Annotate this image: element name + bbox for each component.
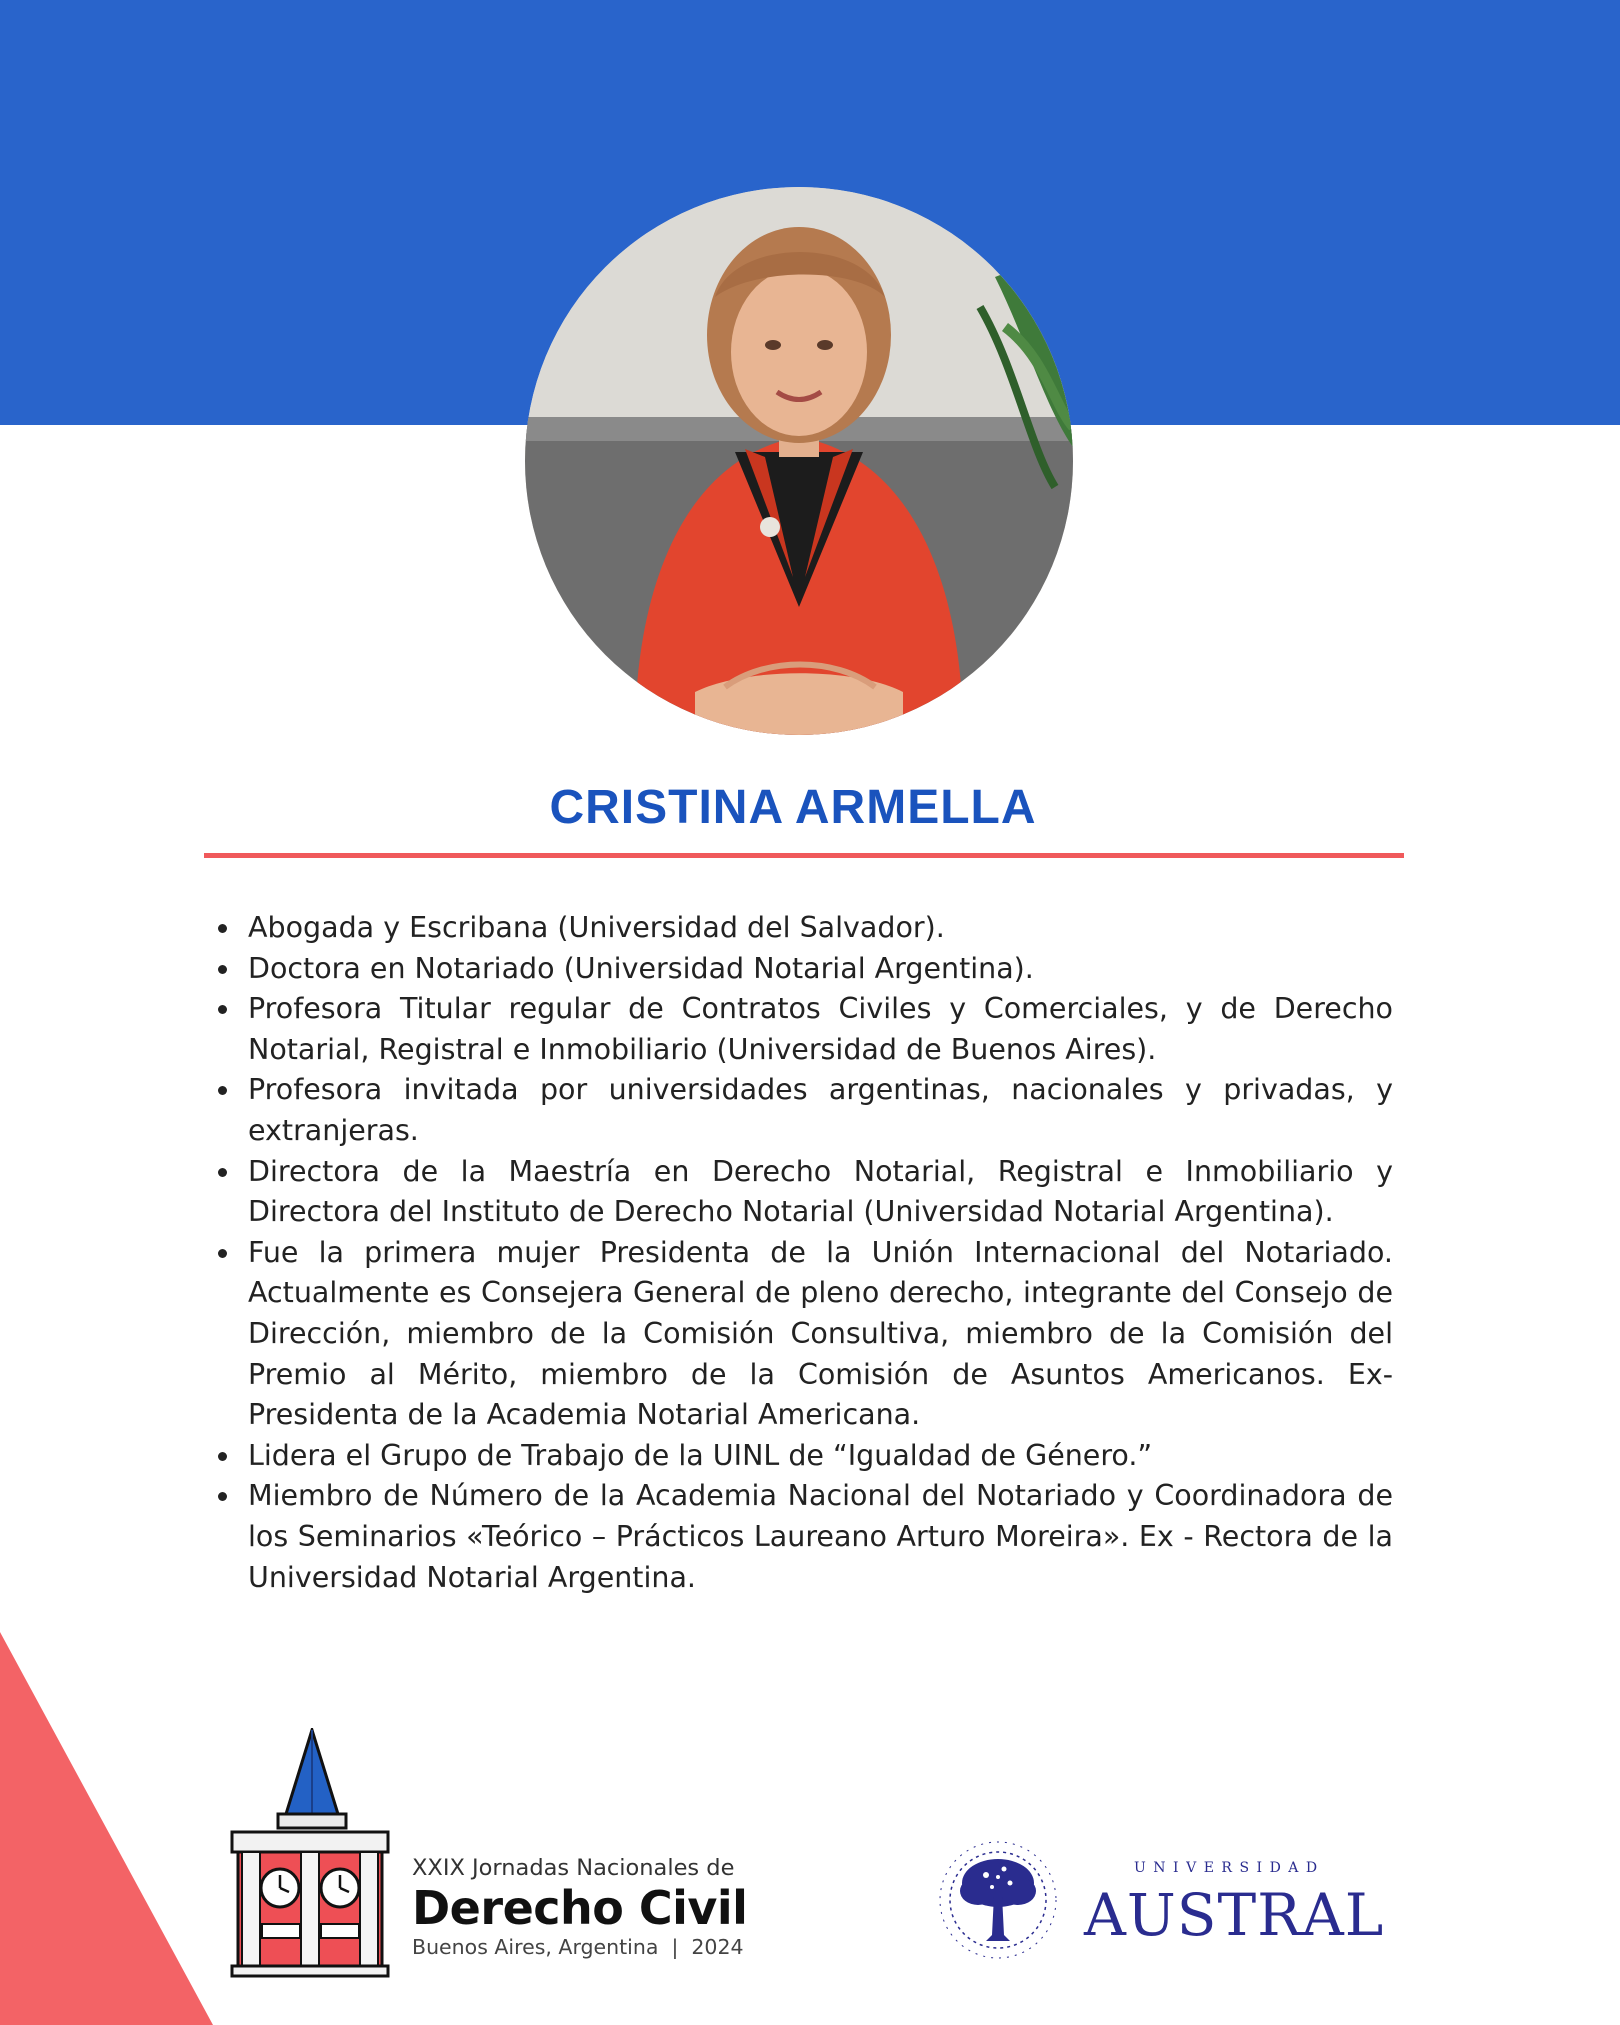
bio-item: Profesora invitada por universidades argentinas, nacionales y privadas, y extranjeras.	[210, 1070, 1393, 1151]
clock-tower-icon	[228, 1728, 393, 1978]
jornadas-title: Derecho Civil	[412, 1881, 748, 1935]
bio-item: Abogada y Escribana (Universidad del Salvador).	[210, 908, 1393, 949]
bio-item: Fue la primera mujer Presidenta de la Unión Internacional del Notariado. Actualmente es Consejera General de pleno derecho, integrante del Consejo de Dirección, miembro de la Comisión Consultiva, miembro de la Comisión del Premio al Mérito, miembro de la Comisión de Asuntos Americanos. Ex-Presidenta de la Academia Notarial Americana.	[210, 1233, 1393, 1436]
jornadas-logo	[228, 1728, 793, 1978]
bio-item: Directora de la Maestría en Derecho Notarial, Registral e Inmobiliario y Directora del Instituto de Derecho Notarial (Universidad Notarial Argentina).	[210, 1152, 1393, 1233]
bio-list	[210, 908, 1393, 1598]
jornadas-wordmark	[412, 1855, 812, 1959]
university-name: AUSTRAL	[1084, 1881, 1385, 1949]
bio-item: Miembro de Número de la Academia Nacional del Notariado y Coordinadora de los Seminarios «Teórico – Prácticos Laureano Arturo Moreira». Ex - Rectora de la Universidad Notarial Argentina.	[210, 1476, 1393, 1598]
speaker-portrait	[525, 187, 1073, 735]
speaker-name: CRISTINA ARMELLA	[549, 781, 1037, 834]
bio-item: Doctora en Notariado (Universidad Notarial Argentina).	[210, 949, 1393, 990]
jornadas-edition: XXIX Jornadas Nacionales de	[412, 1855, 735, 1881]
jornadas-location-year: Buenos Aires, Argentina | 2024	[412, 1935, 744, 1959]
university-label: UNIVERSIDAD	[1134, 1860, 1325, 1876]
name-underline	[204, 853, 1404, 858]
portrait-illustration	[525, 187, 1073, 735]
tree-seal-icon	[938, 1825, 1058, 1975]
bio-item: Lidera el Grupo de Trabajo de la UINL de “Igualdad de Género.”	[210, 1436, 1393, 1477]
bio-item: Profesora Titular regular de Contratos Civiles y Comerciales, y de Derecho Notarial, Registral e Inmobiliario (Universidad de Buenos Aires).	[210, 989, 1393, 1070]
austral-logo	[938, 1825, 1398, 1985]
